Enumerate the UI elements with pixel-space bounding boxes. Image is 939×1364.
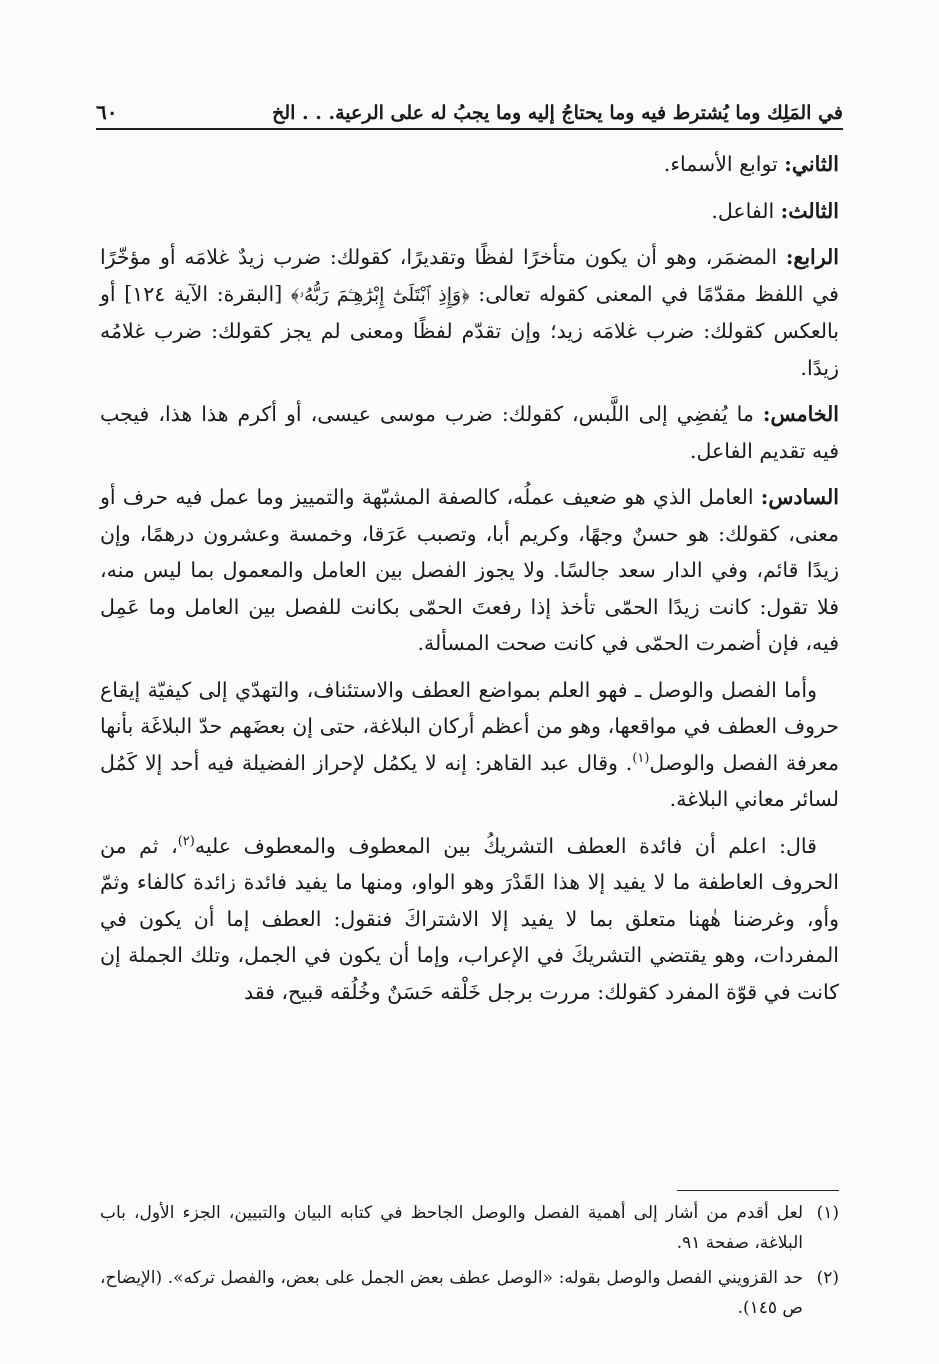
main-text [100,146,839,1020]
paragraph-text: . وقال عبد القاهر: إنه لا يكمُل لإحراز الفضيلة فيه أحد إلا كَمُل لسائر معاني البلاغة. [100,750,839,811]
item-text: توابع الأسماء. [663,152,785,176]
item-label: السادس: [760,485,839,509]
item-label: الخامس: [762,402,839,426]
paragraph-fasl-wasl [100,672,839,818]
item-text: العامل الذي هو ضعيف عملُه، كالصفة المشبّهة والتمييز وما عمل فيه حرف أو معنى، كقولك: هو حسنٌ وجهًا، وكريم أبا، وتصبب عَرَقا، وخمسة وعشرون درهمًا، وإن زيدًا قائم، وفي الدار سعد جالسًا. ولا يجوز الفصل بين العامل والمعمول بما ليس منه، فلا تقول: كانت زيدًا الحمّى تأخذ إذا رفعتَ الحمّى بكانت للفصل بين العامل وما عَمِل فيه، فإن أضمرت الحمّى في كانت صحت المسألة. [100,485,839,655]
item-third [100,193,839,230]
item-label: الثالث: [780,198,839,223]
running-header [96,88,843,130]
footnotes [100,1198,839,1328]
item-second [100,146,839,183]
page-number: ٦٠ [96,100,118,124]
running-title: في المَلِك وما يُشترط فيه وما يحتاجُ إليه وما يجبُ له على الرعية. . . الخ [272,102,843,124]
item-text: ما يُفضِي إلى اللَّبس، كقولك: ضرب موسى عيسى، أو أكرم هذا هذا، فيجب فيه تقديم الفاعل. [100,402,839,463]
item-label: الثاني: [784,152,839,176]
item-fourth [100,239,839,386]
paragraph-atf [100,828,839,1011]
footnote-number: (١) [816,1203,839,1223]
item-label: الرابع: [785,245,839,269]
footnote-text: لعل أقدم من أشار إلى أهمية الفصل والوصل الجاحظ في كتابه البيان والتبيين، الجزء الأول، باب البلاغة، صفحة ٩١. [100,1203,803,1253]
footnote-ref[interactable]: (١) [632,750,650,766]
quran-verse: ﴿وَإِذِ ٱبْتَلَىٰٓ إِبْرَٰهِـۧمَ رَبُّهُۥ﴾ [290,283,470,306]
footnote-1 [100,1198,839,1258]
paragraph-text: ، ثم من الحروف العاطفة ما لا يفيد إلا هذا القَدْرَ وهو الواو، ومنها ما يفيد فائدة زائدة كالفاء وثمّ وأو، وغرضنا هٰهنا متعلق بما لا يفيد إلا الاشتراكَ فنقول: العطف إما أن يكون في المفردات، وهو يقتضي التشريكَ في الإعراب، وإما أن يكون في الجمل، وتلك الجملة إن كانت في قوّة المفرد كقولك: مررت برجل خَلْقه حَسَنٌ وخُلُقه قبيح، فقد [100,833,839,1004]
paragraph-text: قال: اعلم أن فائدة العطف التشريكُ بين المعطوف والمعطوف عليه [194,833,817,858]
footnote-ref[interactable]: (٢) [177,833,195,849]
footnote-2 [100,1263,839,1323]
item-text: الفاعل. [711,198,781,223]
item-fifth [100,396,839,469]
item-sixth [100,479,839,662]
footnote-text: حد القزويني الفصل والوصل بقوله: «الوصل عطف بعض الجمل على بعض، والفصل تركه». (الإيضاح، ص ١٤٥). [100,1268,803,1318]
item-text: المضمَر، وهو أن يكون متأخرًا لفظًا وتقديرًا، كقولك: ضرب زيدٌ غلامَه أو مؤخّرًا في اللفظ مقدّمًا في المعنى كقوله تعالى: [100,245,839,306]
paragraph-text: وأما الفصل والوصل ـ فهو العلم بمواضع العطف والاستئناف، والتهدّي إلى كيفيّة إيقاع حروف العطف في مواقعها، وهو من أعظم أركان البلاغة، حتى إن بعضَهم حدّ البلاغَة بأنها معرفة الفصل والوصل [100,677,839,775]
footnote-divider [677,1190,839,1191]
footnote-number: (٢) [816,1268,839,1288]
item-text: [البقرة: الآية ١٢٤] أو بالعكس كقولك: ضرب غلامَه زيد؛ وإن تقدّم لفظًا ومعنى لم يجز كقولك: ضرب غلامُه زيدًا. [100,281,839,380]
